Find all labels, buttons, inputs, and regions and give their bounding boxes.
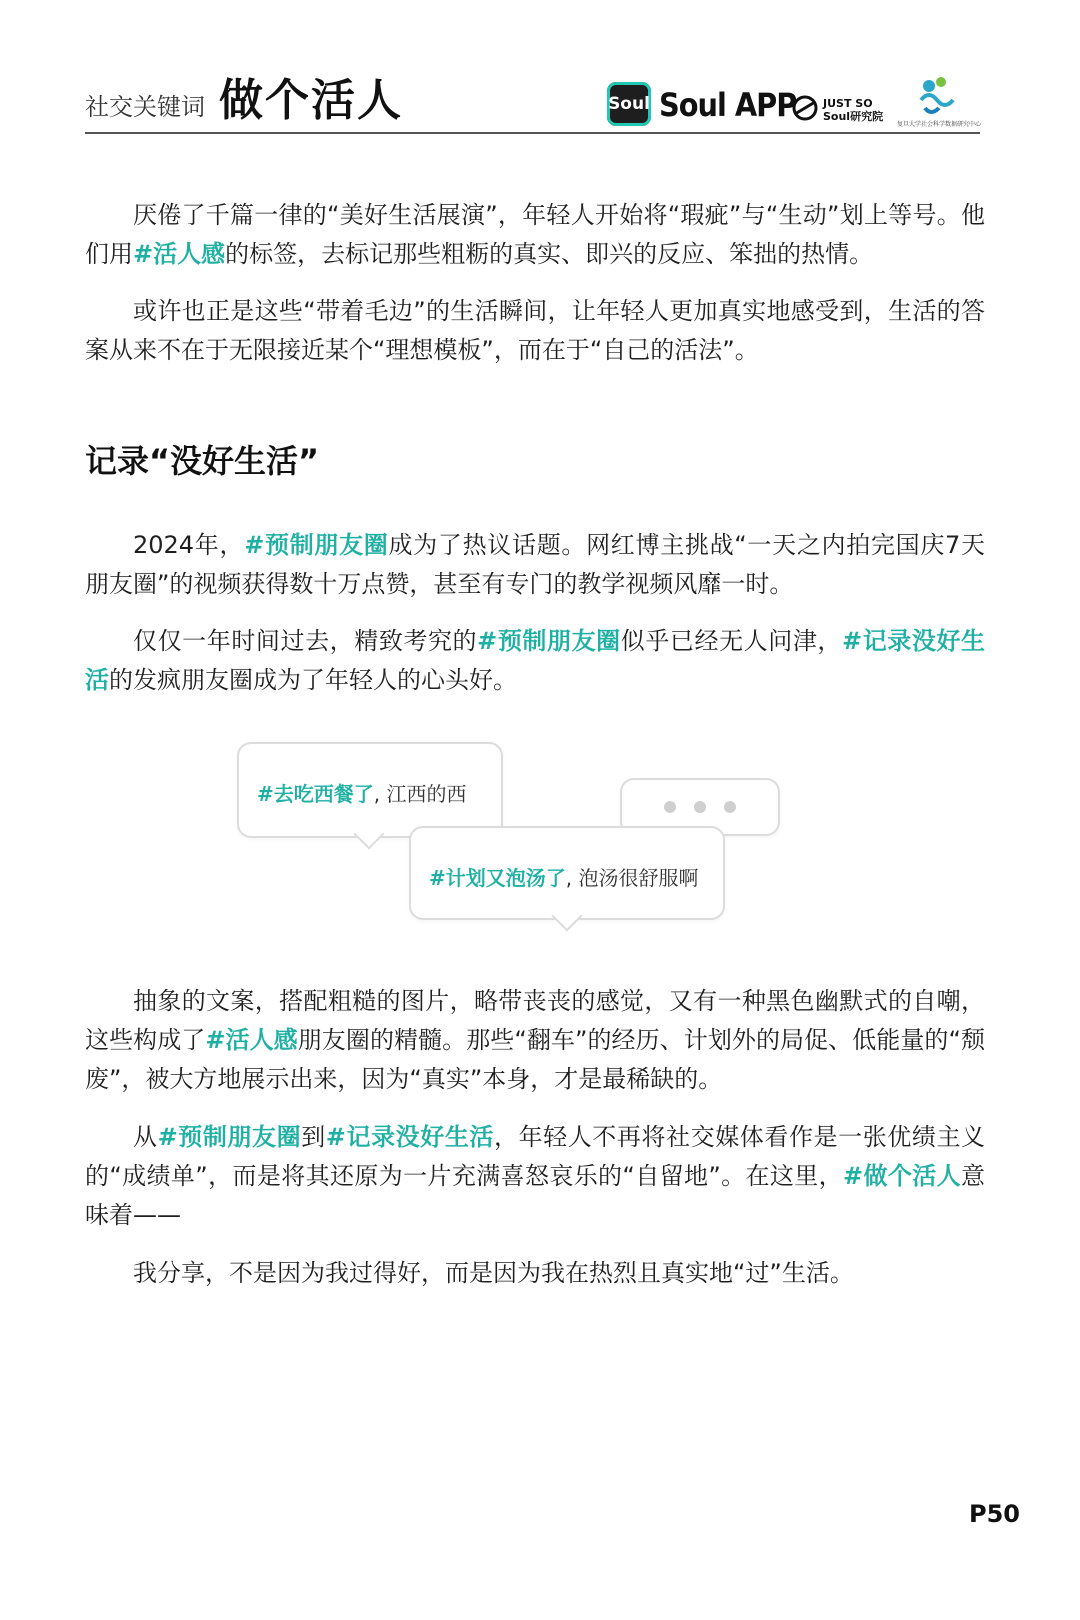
bubble-1-rest: , 江西的西 [373, 782, 467, 806]
header-title: 做个活人 [219, 75, 403, 126]
soul-app-wordmark: Soul APP [659, 86, 797, 124]
hashtag: #记录没好生活 [325, 1123, 494, 1151]
text-run: 似乎已经无人问津， [620, 627, 843, 655]
justso-logo-text [823, 97, 883, 123]
hashtag: #活人感 [205, 1026, 298, 1054]
text-run: 从 [133, 1123, 158, 1151]
page-header [85, 68, 980, 134]
text-run: 抽象的文案，搭配粗糙的图片，略带丧丧的感觉，又有一种黑色幽默式的自嘲，这些构成了 [85, 987, 985, 1054]
hashtag: #预制朋友圈 [477, 627, 621, 655]
keyword-label: 社交关键词 [85, 93, 205, 121]
text-run: 成为了热议话题。网红博主挑战“一天之内拍完国庆7天朋友圈”的视频获得数十万点赞，甚至有专门的教学视频风靡一时。 [85, 531, 986, 598]
text-run: 2024年， [133, 531, 245, 559]
bubble-1-tag: #去吃西餐了 [257, 782, 374, 806]
hashtag: #做个活人 [843, 1162, 962, 1190]
justso-line2: Soul研究院 [823, 110, 884, 123]
text-run: 到 [301, 1123, 326, 1151]
hashtag: #预制朋友圈 [244, 531, 389, 559]
hashtag: #预制朋友圈 [157, 1123, 302, 1151]
text-run: 朋友圈的精髓。那些“翻车”的经历、计划外的局促、低能量的“颓废”，被大方地展示出来，因为“真实”本身，才是最稀缺的。 [85, 1026, 986, 1093]
intro-paragraph-1 [85, 196, 985, 274]
typing-dot [664, 801, 676, 813]
section-paragraph-1 [85, 526, 985, 604]
bubble-2-tag: #计划又泡汤了 [429, 866, 566, 890]
justso-line1: JUST SO [823, 97, 873, 110]
hashtag: #记录没好生活 [85, 627, 986, 694]
text-run: 仅仅一年时间过去，精致考究的 [133, 627, 478, 655]
intro-paragraph-2 [85, 292, 985, 370]
bubble-2-text [429, 862, 698, 891]
text-run: ，年轻人不再将社交媒体看作是一张优绩主义的“成绩单”，而是将其还原为一片充满喜怒哀乐的“自留地”。在这里， [85, 1123, 986, 1190]
page-number: P50 [969, 1500, 1020, 1528]
text-run: 的标签，去标记那些粗粝的真实、即兴的反应、笨拙的热情。 [225, 240, 874, 268]
text-run: 我分享，不是因为我过得好，而是因为我在热烈且真实地“过”生活。 [133, 1259, 854, 1287]
institute-name: 复旦大学社会科学数据研究中心 [896, 121, 981, 128]
bubble-2-rest: , 泡汤很舒服啊 [565, 866, 699, 890]
text-run: 意味着—— [85, 1162, 986, 1229]
institute-logo [885, 72, 981, 128]
hashtag: #活人感 [133, 240, 226, 268]
typing-dot [694, 801, 706, 813]
text-run: 的发疯朋友圈成为了年轻人的心头好。 [109, 666, 517, 694]
body-paragraph-4 [85, 1118, 985, 1235]
justso-logo-icon [791, 94, 819, 122]
soul-logo-mark: Soul [608, 94, 650, 114]
section-title: 记录“没好生活” [85, 442, 320, 480]
section-paragraph-2 [85, 622, 985, 700]
bubble-1-text [257, 778, 466, 807]
body-paragraph-5 [85, 1254, 985, 1293]
text-run: 厌倦了千篇一律的“美好生活展演”，年轻人开始将“瑕疵”与“生动”划上等号。他们用 [85, 201, 985, 268]
body-paragraph-3 [85, 982, 985, 1099]
typing-dot [724, 801, 736, 813]
soul-logo-icon [607, 82, 651, 126]
text-run: 或许也正是这些“带着毛边”的生活瞬间，让年轻人更加真实地感受到，生活的答案从来不在于无限接近某个“理想模板”，而在于“自己的活法”。 [85, 297, 985, 364]
